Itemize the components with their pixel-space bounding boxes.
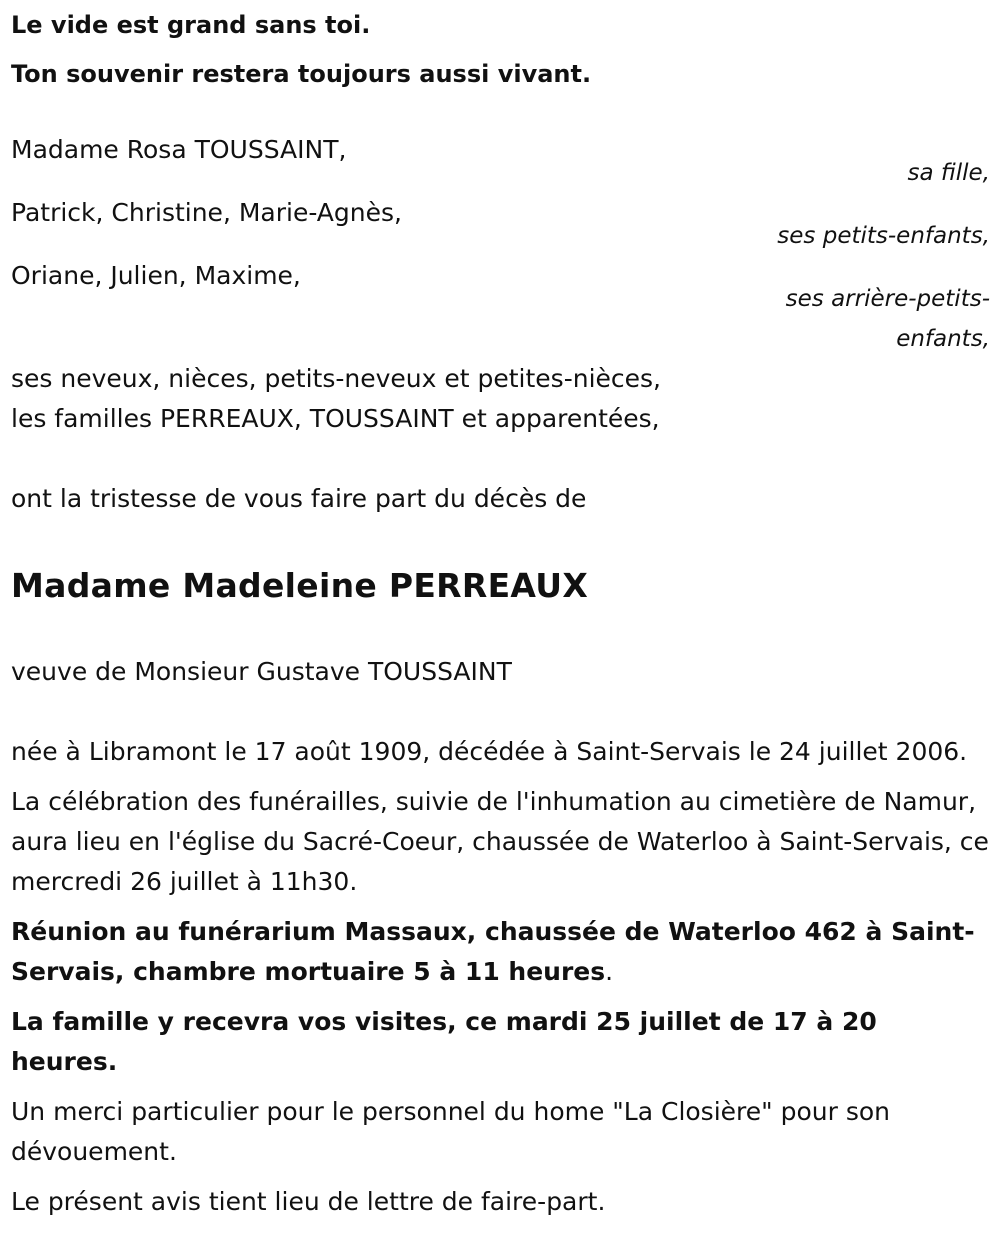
family-member-name: Oriane, Julien, Maxime, (11, 261, 301, 290)
relatives-line-2: les familles PERREAUX, TOUSSAINT et apparentées, (11, 404, 660, 433)
family-row (11, 130, 990, 193)
family-relation: ses arrière-petits-enfants, (785, 286, 990, 352)
visits-paragraph: La famille y recevra vos visites, ce mardi 25 juillet de 17 à 20 heures. (11, 1007, 877, 1076)
family-row (11, 256, 990, 359)
gathering-paragraph (11, 912, 990, 992)
family-list (11, 130, 990, 359)
thanks-paragraph: Un merci particulier pour le personnel du home "La Closière" pour son dévouement. (11, 1097, 890, 1166)
birth-death-paragraph: née à Libramont le 17 août 1909, décédée à Saint-Servais le 24 juillet 2006. (11, 737, 968, 766)
intro-block (11, 1, 990, 99)
family-member-name: Madame Rosa TOUSSAINT, (11, 135, 347, 164)
ceremony-paragraph: La célébration des funérailles, suivie de l'inhumation au cimetière de Namur, aura lieu en l'église du Sacré-Coeur, chaussée de Waterloo à Saint-Servais, ce mercredi 26 juillet à 11h30. (11, 787, 989, 896)
family-row (11, 193, 990, 256)
notice-paragraph: Le présent avis tient lieu de lettre de faire-part. (11, 1187, 606, 1216)
intro-line-2: Ton souvenir restera toujours aussi vivant. (11, 60, 592, 88)
gathering-period: . (605, 957, 614, 986)
announcement-text: ont la tristesse de vous faire part du décès de (11, 484, 587, 513)
family-member-name: Patrick, Christine, Marie-Agnès, (11, 198, 402, 227)
relatives-block (11, 359, 990, 439)
relatives-line-1: ses neveux, nièces, petits-neveux et petites-nièces, (11, 364, 661, 393)
obituary-notice (0, 1, 1000, 1236)
family-relation: ses petits-enfants, (777, 223, 990, 249)
deceased-name: Madame Madeleine PERREAUX (11, 566, 589, 605)
family-relation: sa fille, (907, 160, 990, 186)
gathering-details: Réunion au funérarium Massaux, chaussée de Waterloo 462 à Saint-Servais, chambre mortuaire 5 à 11 heures (11, 917, 975, 986)
widow-of-text: veuve de Monsieur Gustave TOUSSAINT (11, 657, 512, 686)
intro-line-1: Le vide est grand sans toi. (11, 11, 371, 39)
